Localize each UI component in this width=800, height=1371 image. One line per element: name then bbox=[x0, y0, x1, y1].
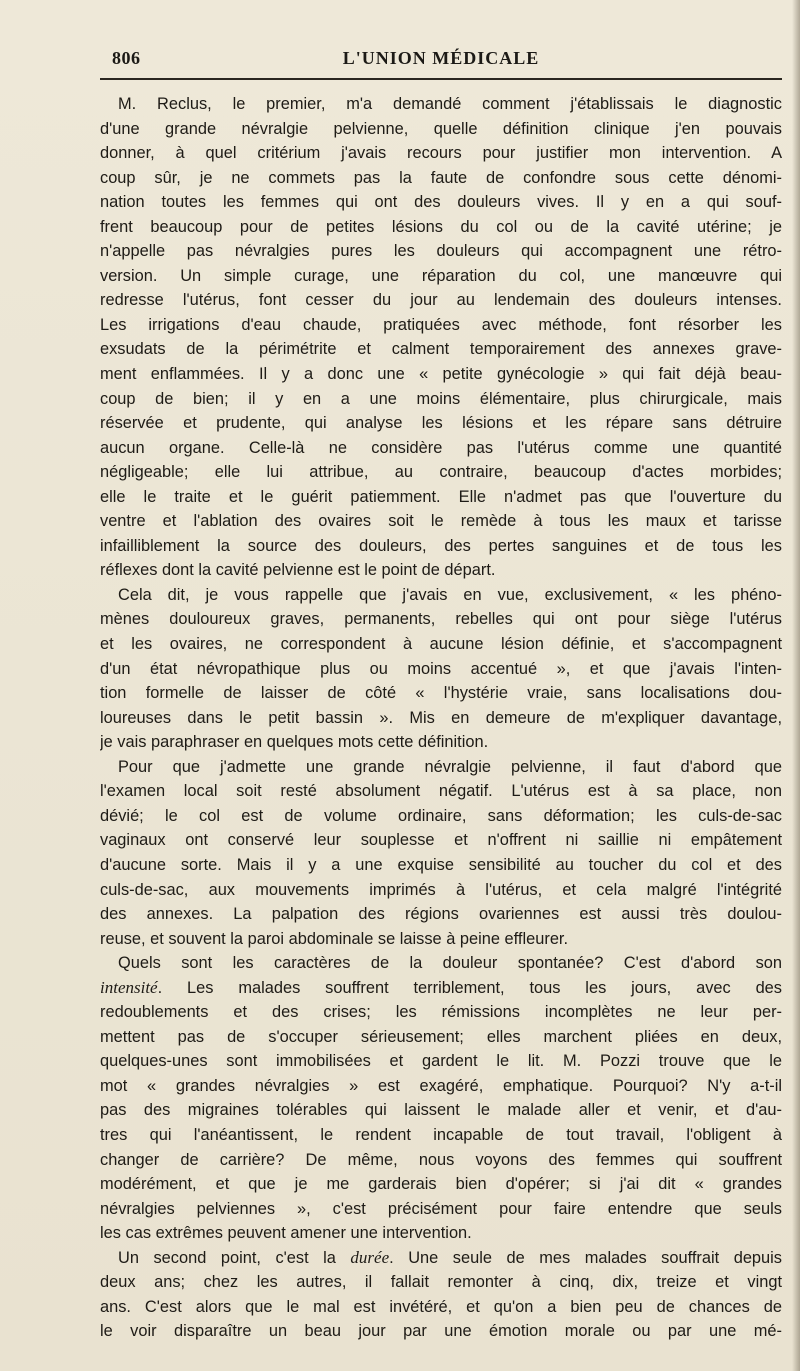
text-line: des annexes. La palpation des régions ovariennes est aussi très doulou- bbox=[100, 905, 782, 924]
text-line: d'aucune sorte. Mais il y a une exquise sensibilité au toucher du col et des bbox=[100, 855, 782, 874]
text-line: mettent pas de s'occuper sérieusement; elles marchent pliées en deux, bbox=[100, 1027, 782, 1046]
paragraph bbox=[100, 92, 782, 583]
text-line: M. Reclus, le premier, m'a demandé comment j'établissais le diagnostic bbox=[118, 95, 782, 113]
text-line: Pour que j'admette une grande névralgie pelvienne, il faut d'abord que bbox=[118, 757, 782, 776]
text-line: version. Un simple curage, une réparation du col, une manœuvre qui bbox=[100, 266, 782, 285]
text-line: l'examen local soit resté absolument négatif. L'utérus est à sa place, non bbox=[100, 782, 782, 801]
text-line: ment enflammées. Il y a donc une « petite gynécologie » qui fait déjà beau- bbox=[100, 365, 782, 384]
text-line: exsudats de la périmétrite et calment temporairement des annexes grave- bbox=[100, 340, 782, 359]
text-line: deux ans; chez les autres, il fallait remonter à cinq, dix, treize et vingt bbox=[100, 1273, 782, 1292]
paragraph bbox=[100, 1246, 782, 1344]
text-line: changer de carrière? De même, nous voyons des femmes qui souffrent bbox=[100, 1150, 782, 1169]
emphasized-word: intensité bbox=[100, 977, 158, 997]
text-line: négligeable; elle lui attribue, au contraire, beaucoup d'actes morbides; bbox=[100, 463, 782, 482]
text-line: culs-de-sac, aux mouvements imprimés à l'utérus, et cela malgré l'intégrité bbox=[100, 880, 782, 899]
emphasized-word: durée bbox=[350, 1247, 390, 1267]
text-line: loureuses dans le petit bassin ». Mis en demeure de m'expliquer davantage, bbox=[100, 708, 782, 727]
text-line: coup sûr, je ne commets pas la faute de confondre sous cette dénomi- bbox=[100, 168, 782, 187]
text-line: d'une grande névralgie pelvienne, quelle définition clinique j'en pouvais bbox=[100, 119, 782, 138]
paragraph bbox=[100, 755, 782, 951]
text-line: dévié; le col est de volume ordinaire, sans déformation; les culs-de-sac bbox=[100, 806, 782, 825]
running-header bbox=[100, 46, 782, 76]
text-line: tion formelle de laisser de côté « l'hystérie vraie, sans localisations dou- bbox=[100, 684, 782, 703]
article-body bbox=[100, 92, 782, 1344]
text-line: vaginaux ont conservé leur souplesse et n'offrent ni saillie ni empâtement bbox=[100, 831, 782, 850]
text-line: les cas extrêmes peuvent amener une intervention. bbox=[100, 1224, 472, 1243]
text-line: redoublements et des crises; les rémissions incomplètes ne leur per- bbox=[100, 1003, 782, 1022]
paragraph bbox=[100, 951, 782, 1246]
text-line: frent beaucoup pour de petites lésions du col ou de la cavité utérine; je bbox=[100, 217, 782, 236]
text-line: ventre et l'ablation des ovaires soit le remède à tous les maux et tarisse bbox=[100, 512, 782, 531]
text-line: ans. C'est alors que le mal est invétéré, et qu'on a bien peu de chances de bbox=[100, 1297, 782, 1316]
page-edge-shadow bbox=[792, 0, 800, 1371]
text-line: aucun organe. Celle-là ne considère pas l'utérus comme une quantité bbox=[100, 438, 782, 457]
text-line: et les ovaires, ne correspondent à aucune lésion définie, et s'accompagnent bbox=[100, 635, 782, 654]
text-line: mènes douloureux graves, permanents, rebelles qui ont pour siège l'utérus bbox=[100, 610, 782, 629]
text-line: réservée et prudente, qui analyse les lésions et les répare sans détruire bbox=[100, 414, 782, 433]
text-line: nation toutes les femmes qui ont des douleurs vives. Il y en a qui souf- bbox=[100, 193, 782, 212]
text-line: réflexes dont la cavité pelvienne est le point de départ. bbox=[100, 561, 496, 580]
text-line: mot « grandes névralgies » est exagéré, emphatique. Pourquoi? N'y a-t-il bbox=[100, 1076, 782, 1095]
text-line: le voir disparaître un beau jour par une émotion morale ou par une mé- bbox=[100, 1322, 782, 1341]
text-line: Quels sont les caractères de la douleur spontanée? C'est d'abord son bbox=[118, 954, 782, 973]
paragraph bbox=[100, 583, 782, 755]
text-line: je vais paraphraser en quelques mots cette définition. bbox=[100, 733, 489, 752]
text-line: Un second point, c'est la durée. Une seule de mes malades souffrait depuis bbox=[118, 1247, 782, 1267]
text-line: infailliblement la source des douleurs, des pertes sanguines et de tous les bbox=[100, 536, 782, 555]
page-number: 806 bbox=[112, 48, 141, 68]
text-line: quelques-unes sont immobilisées et gardent le lit. M. Pozzi trouve que le bbox=[100, 1052, 782, 1071]
text-line: coup de bien; il y en a une moins élémentaire, plus chirurgicale, mais bbox=[100, 389, 782, 408]
text-line: modérément, et que je me garderais bien d'opérer; si j'ai dit « grandes bbox=[100, 1175, 782, 1194]
text-line: tres qui l'anéantissent, le rendent incapable de tout travail, l'obligent à bbox=[100, 1125, 782, 1144]
text-line: pas des migraines tolérables qui laissent le malade aller et venir, et d'au- bbox=[100, 1101, 782, 1120]
text-line: intensité. Les malades souffrent terriblement, tous les jours, avec des bbox=[100, 977, 782, 997]
text-line: n'appelle pas névralgies pures les douleurs qui accompagnent une rétro- bbox=[100, 242, 782, 261]
text-line: redresse l'utérus, font cesser du jour au lendemain des douleurs intenses. bbox=[100, 291, 782, 310]
journal-title: L'UNION MÉDICALE bbox=[342, 48, 540, 68]
text-line: Cela dit, je vous rappelle que j'avais en vue, exclusivement, « les phéno- bbox=[118, 585, 782, 604]
header-rule bbox=[100, 78, 782, 80]
text-line: elle le traite et le guérit patiemment. Elle n'admet pas que l'ouverture du bbox=[100, 487, 782, 506]
text-line: d'un état névropathique plus ou moins accentué », et que j'avais l'inten- bbox=[100, 659, 782, 678]
text-line: donner, à quel critérium j'avais recours pour justifier mon intervention. A bbox=[100, 144, 782, 163]
text-line: Les irrigations d'eau chaude, pratiquées avec méthode, font résorber les bbox=[100, 315, 782, 334]
text-line: névralgies pelviennes », c'est précisément pour faire entendre que seuls bbox=[100, 1199, 782, 1218]
text-line: reuse, et souvent la paroi abdominale se laisse à peine effleurer. bbox=[100, 929, 569, 948]
